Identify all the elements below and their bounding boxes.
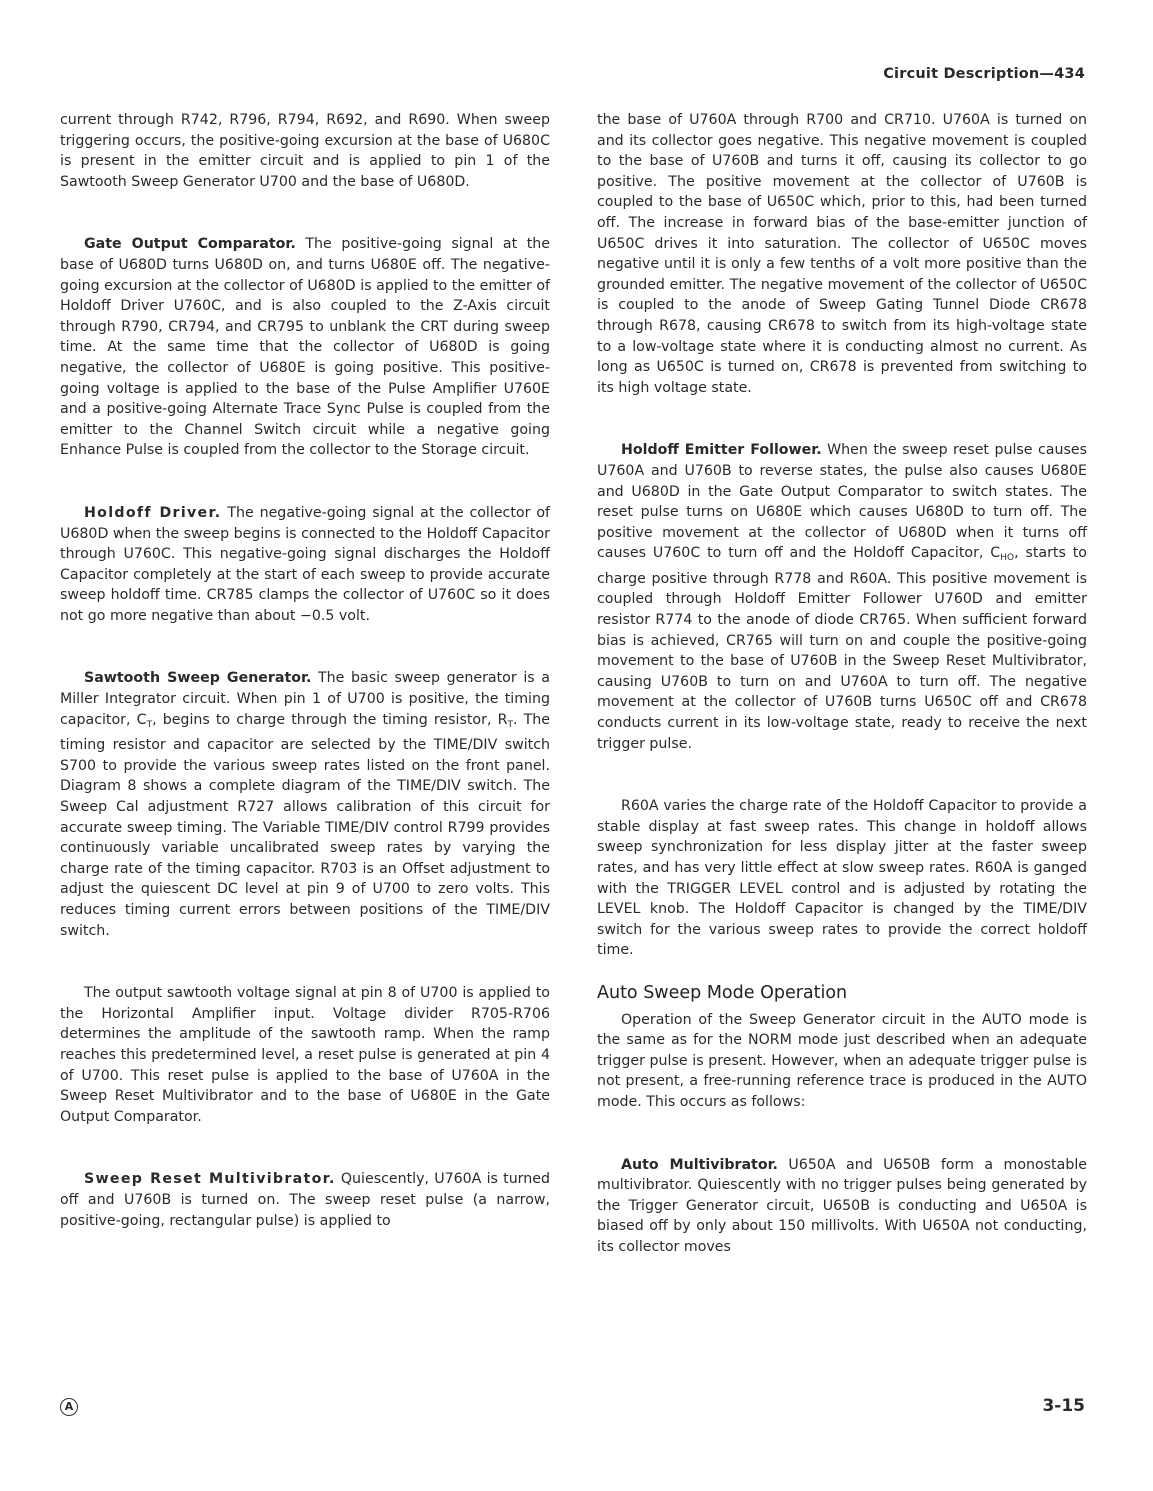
paragraph-body: The positive-going signal at the base of U680D turns U680D on, and turns U680E off. The negative-going excursion at the collector of U680D is applied to the emitter of Holdoff Driver U760C, and is also coupled to the Z-Axis circuit through R790, CR794, and CR795 to unblank the CRT during sweep time. At the same time that the collector of U680D is going negative, the collector of U680E is going positive. This positive-going voltage is applied to the base of the Pulse Amplifier U760E and a positive-going Alternate Trace Sync Pulse is coupled from the emitter to the Channel Switch circuit while a negative going Enhance Pulse is coupled from the collector to the Storage circuit. bbox=[60, 236, 550, 459]
run-in-heading: Auto Multivibrator. bbox=[621, 1156, 778, 1173]
section-heading: Auto Sweep Mode Operation bbox=[597, 982, 848, 1003]
paragraph-body: The negative-going signal at the collector of U680D when the sweep begins is connected to the Holdoff Capacitor through U760C. This negative-going signal discharges the Holdoff Capacitor completely at the start of each sweep to provide accurate sweep holdoff time. CR785 clamps the collector of U760C so it does not go more negative than about −0.5 volt. bbox=[60, 504, 550, 624]
paragraph: R60A varies the charge rate of the Holdoff Capacitor to provide a stable display at fast sweep rates. This change in holdoff allows sweep synchronization for less display jitter at the faster sweep rates, and has very little effect at slow sweep rates. R60A is ganged with the TRIGGER LEVEL control and is adjusted by rotating the LEVEL knob. The Holdoff Capacitor is changed by the TIME/DIV switch for the various sweep rates to provide the correct holdoff time. bbox=[597, 798, 1087, 959]
revision-mark: A bbox=[60, 1398, 78, 1416]
paragraph-holdoff-emitter-follower bbox=[597, 440, 1087, 754]
page-header-title: Circuit Description—434 bbox=[883, 66, 1085, 82]
paragraph-body: . The timing resistor and capacitor are selected by the TIME/DIV switch S700 to provide the various sweep rates listed on the front panel. Diagram 8 shows a complete diagram of the TIME/DIV switch. The Sweep Cal adjustment R727 allows calibration of this circuit for accurate sweep timing. The Variable TIME/DIV control R799 provides continuously variable uncalibrated sweep rates by varying the charge rate of the timing capacitor. R703 is an Offset adjustment to adjust the quiescent DC level at pin 9 of U700 to zero volts. This reduces timing current errors between positions of the TIME/DIV switch. bbox=[60, 711, 550, 939]
subscript: T bbox=[507, 719, 513, 730]
paragraph-gate-output-comparator bbox=[60, 234, 550, 461]
subscript: HO bbox=[1000, 553, 1015, 564]
paragraph-body: The basic sweep generator is a Miller Integrator circuit. When pin 1 of U700 is positive, the timing capacitor, C bbox=[60, 670, 550, 728]
paragraph-body: U650A and U650B form a monostable multivibrator. Quiescently with no trigger pulses being generated by the Trigger Generator circuit, U650B is conducting and U650A is biased off by only about 150 millivolts. With U650A not conducting, its collector moves bbox=[597, 1156, 1087, 1255]
paragraph-sweep-reset-multivibrator bbox=[60, 1169, 550, 1231]
paragraph: the base of U760A through R700 and CR710. U760A is turned on and its collector goes negative. This negative movement is coupled to the base of U760B and turns it off, causing its collector to go positive. The positive movement at the collector of U760B is coupled to the base of U650C which, prior to this, had been turned off. The increase in forward bias of the base-emitter junction of U650C drives it into saturation. The collector of U650C moves negative until it is only a few tenths of a volt more positive than the grounded emitter. The negative movement of the collector of U650C is coupled to the anode of Sweep Gating Tunnel Diode CR678 through R678, causing CR678 to switch from its high-voltage state to a low-voltage state where it is conducting almost no current. As long as U650C is turned on, CR678 is prevented from switching to its high voltage state. bbox=[597, 112, 1087, 396]
paragraph: Operation of the Sweep Generator circuit in the AUTO mode is the same as for the NORM mode just described when an adequate trigger pulse is present. However, when an adequate trigger pulse is not present, a free-running reference trace is produced in the AUTO mode. This occurs as follows: bbox=[597, 1011, 1087, 1110]
right-column bbox=[597, 110, 1087, 1300]
paragraph: current through R742, R796, R794, R692, and R690. When sweep triggering occurs, the positive-going excursion at the base of U680C is present in the emitter circuit and is applied to pin 1 of the Sawtooth Sweep Generator U700 and the base of U680D. bbox=[60, 112, 550, 190]
paragraph-body: , starts to charge positive through R778 and R60A. This positive movement is coupled through Holdoff Emitter Follower U760D and emitter resistor R774 to the anode of diode CR765. When sufficient forward bias is achieved, CR765 will turn on and couple the positive-going movement to the base of U760B in the Sweep Reset Multivibrator, causing U760B to turn on and U760A to turn off. The negative movement at the collector of U760B turns U650C off and CR678 conducts current in its low-voltage state, ready to receive the next trigger pulse. bbox=[597, 545, 1087, 752]
paragraph-body: When the sweep reset pulse causes U760A and U760B to reverse states, the pulse also causes U680E and U680D in the Gate Output Comparator to switch states. The reset pulse turns on U680E which causes U680D to turn off. The positive movement at the collector of U680D when it turns off causes U760C to turn off and the Holdoff Capacitor, C bbox=[597, 442, 1087, 562]
paragraph-auto-multivibrator bbox=[597, 1155, 1087, 1258]
paragraph-holdoff-driver bbox=[60, 503, 550, 627]
run-in-heading: Gate Output Comparator. bbox=[84, 236, 296, 253]
run-in-heading: Holdoff Emitter Follower. bbox=[621, 442, 822, 459]
paragraph-body: , begins to charge through the timing resistor, R bbox=[152, 711, 508, 728]
run-in-heading: Holdoff Driver. bbox=[84, 504, 222, 521]
run-in-heading: Sawtooth Sweep Generator. bbox=[84, 670, 312, 687]
run-in-heading: Sweep Reset Multivibrator. bbox=[84, 1171, 336, 1188]
left-column bbox=[60, 110, 550, 1273]
page-number: 3-15 bbox=[1042, 1396, 1085, 1416]
paragraph-body: Quiescently, U760A is turned off and U760B is turned on. The sweep reset pulse (a narrow, positive-going, rectangular pulse) is applied to bbox=[60, 1171, 550, 1229]
paragraph: The output sawtooth voltage signal at pin 8 of U700 is applied to the Horizontal Amplifier input. Voltage divider R705-R706 determines the amplitude of the sawtooth ramp. When the ramp reaches this predetermined level, a reset pulse is generated at pin 4 of U700. This reset pulse is applied to the base of U760A in the Sweep Reset Multivibrator and to the base of U680E in the Gate Output Comparator. bbox=[60, 985, 550, 1125]
subscript: T bbox=[146, 719, 153, 730]
paragraph-sawtooth-sweep-generator bbox=[60, 668, 550, 941]
